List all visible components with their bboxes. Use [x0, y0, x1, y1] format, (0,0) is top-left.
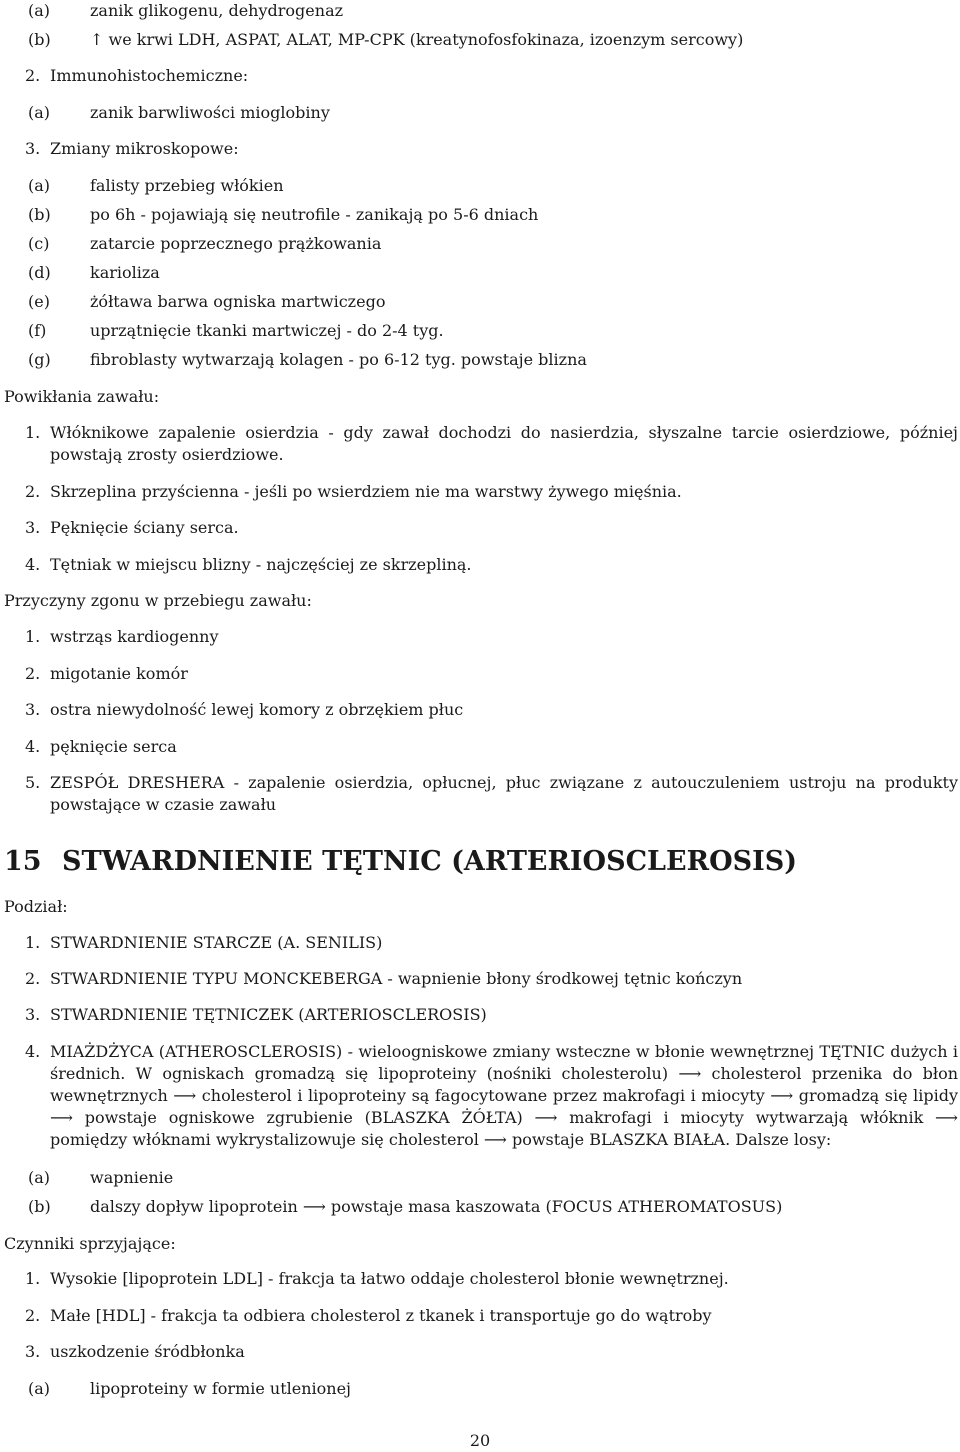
- list-item-text: uszkodzenie śródbłonka: [50, 1342, 245, 1361]
- list-label: (b): [28, 205, 51, 224]
- list-item-text: MIAŻDŻYCA (ATHEROSCLEROSIS) - wieloogniskowe zmiany wsteczne w błonie wewnętrznej TĘTNIC dużych i średnich. W ogniskach gromadzą się lipoproteiny (nośniki cholesterolu) ⟶ cholesterol przenika do błon wewnętrznych ⟶ cholesterol i lipoproteiny są fagocytowane przez makrofagi i miocyty ⟶ gromadzą się lipidy ⟶ powstaje ogniskowe zgrubienie (BLASZKA ŻÓŁTA) ⟶ makrofagi i miocyty wytwarzają włóknik ⟶ pomiędzy włóknami wykrystalizowuje się cholesterol ⟶ powstaje BLASZKA BIAŁA. Dalsze losy:: [50, 1042, 958, 1149]
- list-item-text: wstrząs kardiogenny: [50, 627, 219, 646]
- list-label: (b): [28, 1197, 51, 1216]
- list-label: 2.: [25, 66, 41, 85]
- section-heading: Powikłania zawału:: [4, 387, 160, 406]
- list-item-text: Immunohistochemiczne:: [50, 66, 249, 85]
- list-label: (a): [28, 1, 51, 20]
- list-label: (b): [28, 30, 51, 49]
- list-item-text: STWARDNIENIE STARCZE (A. SENILIS): [50, 933, 383, 952]
- list-label: (d): [28, 263, 51, 282]
- list-item-text: Małe [HDL] - frakcja ta odbiera cholesterol z tkanek i transportuje go do wątroby: [50, 1306, 712, 1325]
- list-label: 2.: [25, 482, 41, 501]
- list-item-text: ZESPÓŁ DRESHERA - zapalenie osierdzia, opłucnej, płuc związane z autouczuleniem ustroju na produkty powstające w czasie zawału: [50, 773, 958, 814]
- list-item-text: zanik barwliwości mioglobiny: [90, 103, 330, 122]
- list-item-text: Zmiany mikroskopowe:: [50, 139, 239, 158]
- list-label: (a): [28, 1168, 51, 1187]
- section-heading: Przyczyny zgonu w przebiegu zawału:: [4, 591, 312, 610]
- list-label: (a): [28, 1379, 51, 1398]
- list-label: (a): [28, 176, 51, 195]
- list-label: 2.: [25, 664, 41, 683]
- list-label: 2.: [25, 969, 41, 988]
- list-item-text: wapnienie: [90, 1168, 174, 1187]
- list-item-text: lipoproteiny w formie utlenionej: [90, 1379, 352, 1398]
- list-item-text: Skrzeplina przyścienna - jeśli po wsierdziem nie ma warstwy żywego mięśnia.: [50, 482, 682, 501]
- list-label: 5.: [25, 773, 41, 792]
- list-label: 3.: [25, 139, 41, 158]
- list-label: (f): [28, 321, 47, 340]
- list-label: 1.: [25, 423, 41, 442]
- section-title: [4, 845, 797, 879]
- list-item-text: ostra niewydolność lewej komory z obrzękiem płuc: [50, 700, 464, 719]
- list-label: (g): [28, 350, 51, 369]
- list-label: 1.: [25, 1269, 41, 1288]
- list-item-text: Tętniak w miejscu blizny - najczęściej ze skrzepliną.: [50, 555, 472, 574]
- list-item-text: falisty przebieg włókien: [90, 176, 284, 195]
- page-number: 20: [469, 1431, 491, 1450]
- list-label: 4.: [25, 555, 41, 574]
- list-label: 1.: [25, 933, 41, 952]
- list-label: (e): [28, 292, 50, 311]
- list-item-text: STWARDNIENIE TĘTNICZEK (ARTERIOSCLEROSIS): [50, 1005, 487, 1024]
- list-label: 4.: [25, 737, 41, 756]
- list-item-text: Wysokie [lipoprotein LDL] - frakcja ta łatwo oddaje cholesterol błonie wewnętrznej.: [50, 1269, 729, 1288]
- list-item-text: STWARDNIENIE TYPU MONCKEBERGA - wapnienie błony środkowej tętnic kończyn: [50, 969, 743, 988]
- list-label: (c): [28, 234, 50, 253]
- list-item-text: Włóknikowe zapalenie osierdzia - gdy zawał dochodzi do nasierdzia, słyszalne tarcie osierdziowe, później powstają zrosty osierdziowe.: [50, 423, 958, 464]
- list-label: 3.: [25, 1005, 41, 1024]
- section-heading: Podział:: [4, 897, 68, 916]
- list-item-text: po 6h - pojawiają się neutrofile - zanikają po 5-6 dniach: [90, 205, 539, 224]
- list-item-text: uprzątnięcie tkanki martwiczej - do 2-4 tyg.: [90, 321, 444, 340]
- list-label: 4.: [25, 1042, 41, 1061]
- list-item-text: ↑ we krwi LDH, ASPAT, ALAT, MP-CPK (kreatynofosfokinaza, izoenzym sercowy): [90, 30, 744, 49]
- list-label: 1.: [25, 627, 41, 646]
- list-label: 3.: [25, 1342, 41, 1361]
- list-item-text: migotanie komór: [50, 664, 188, 683]
- list-item-text: Pęknięcie ściany serca.: [50, 518, 239, 537]
- list-label: (a): [28, 103, 51, 122]
- list-item-text: pęknięcie serca: [50, 737, 177, 756]
- list-item-text: żółtawa barwa ogniska martwiczego: [90, 292, 386, 311]
- section-number: 15: [4, 846, 42, 877]
- list-item-text: dalszy dopływ lipoprotein ⟶ powstaje masa kaszowata (FOCUS ATHEROMATOSUS): [90, 1197, 783, 1216]
- section-title-text: STWARDNIENIE TĘTNIC (ARTERIOSCLEROSIS): [62, 846, 797, 877]
- section-heading: Czynniki sprzyjające:: [4, 1234, 176, 1253]
- list-item-text: zanik glikogenu, dehydrogenaz: [90, 1, 344, 20]
- list-label: 3.: [25, 518, 41, 537]
- list-item-text: karioliza: [90, 263, 160, 282]
- list-item-text: zatarcie poprzecznego prążkowania: [90, 234, 382, 253]
- list-item-text: fibroblasty wytwarzają kolagen - po 6-12 tyg. powstaje blizna: [90, 350, 587, 369]
- list-label: 2.: [25, 1306, 41, 1325]
- list-label: 3.: [25, 700, 41, 719]
